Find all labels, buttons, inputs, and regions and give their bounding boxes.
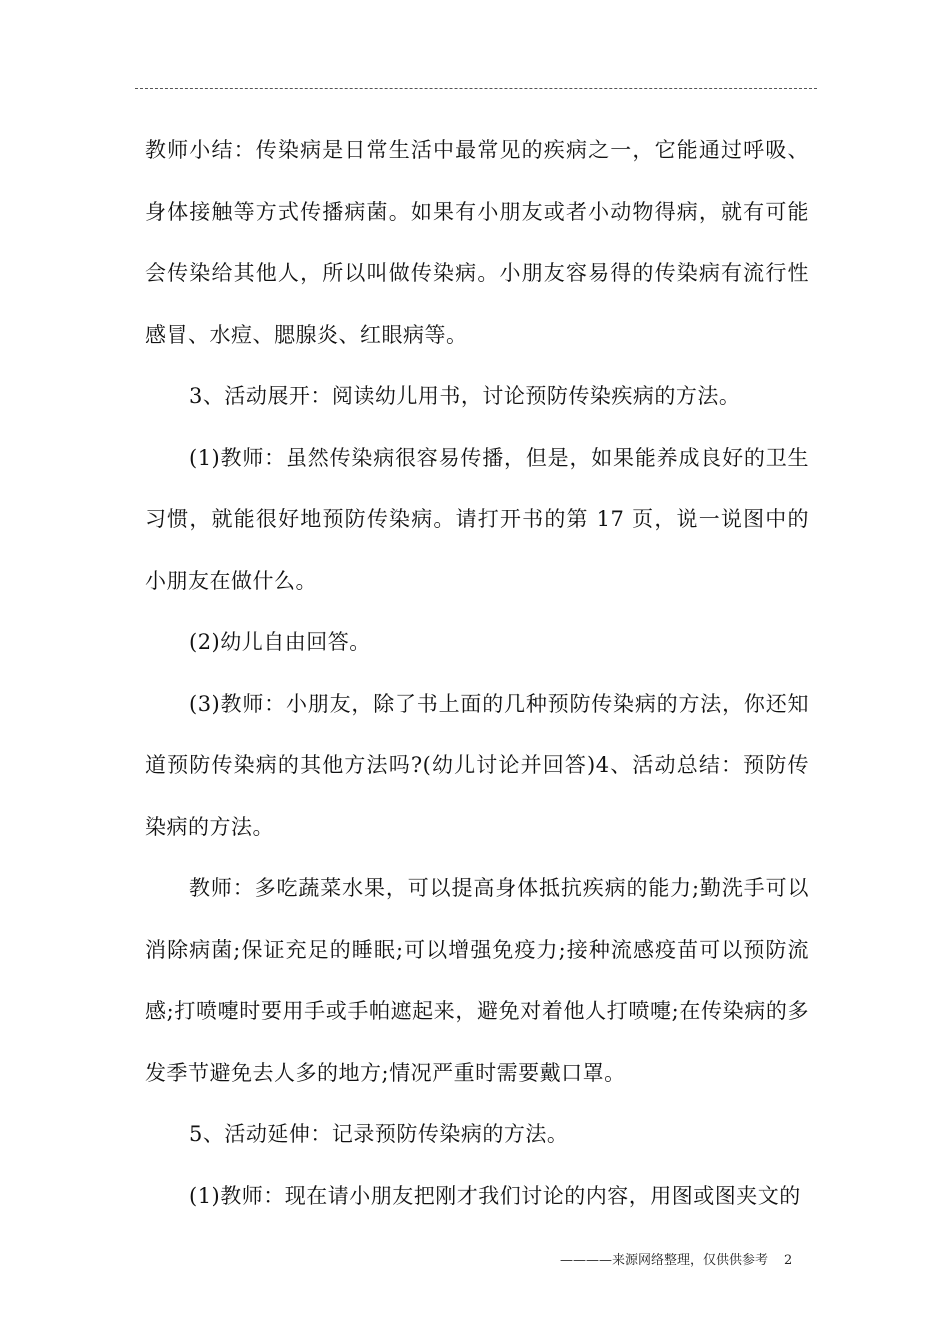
- paragraph-step-1: (1)教师：虽然传染病很容易传播，但是，如果能养成良好的卫生习惯，就能很好地预防传染病。请打开书的第 17 页，说一说图中的小朋友在做什么。: [145, 445, 809, 593]
- paragraph-step-2: (2)幼儿自由回答。: [189, 630, 371, 654]
- paragraph-activity-5: 5、活动延伸：记录预防传染病的方法。: [189, 1122, 569, 1146]
- page-number: 2: [784, 1253, 793, 1268]
- paragraph-teacher-summary: 教师小结：传染病是日常生活中最常见的疾病之一，它能通过呼吸、身体接触等方式传播病菌。如果有小朋友或者小动物得病，就有可能会传染给其他人，所以叫做传染病。小朋友容易得的传染病有流行性感冒、水痘、腮腺炎、红眼病等。: [145, 138, 809, 347]
- page-footer: [560, 1252, 820, 1270]
- paragraph-teacher-methods: 教师：多吃蔬菜水果，可以提高身体抵抗疾病的能力;勤洗手可以消除病菌;保证充足的睡眠;可以增强免疫力;接种流感疫苗可以预防流感;打喷嚏时要用手或手帕遮起来，避免对着他人打喷嚏;在传染病的多发季节避免去人多的地方;情况严重时需要戴口罩。: [145, 876, 809, 1085]
- paragraph-step-3: (3)教师：小朋友，除了书上面的几种预防传染病的方法，你还知道预防传染病的其他方法吗?(幼儿讨论并回答)4、活动总结：预防传染病的方法。: [145, 691, 809, 839]
- footer-source-note: ————来源网络整理，仅供供参考: [560, 1253, 769, 1268]
- body-text: [145, 120, 809, 1227]
- paragraph-activity-3: 3、活动展开：阅读幼儿用书，讨论预防传染疾病的方法。: [189, 384, 741, 408]
- header-dashed-rule: [135, 88, 817, 89]
- paragraph-extension-step-1: (1)教师：现在请小朋友把刚才我们讨论的内容，用图或图夹文的: [189, 1183, 801, 1208]
